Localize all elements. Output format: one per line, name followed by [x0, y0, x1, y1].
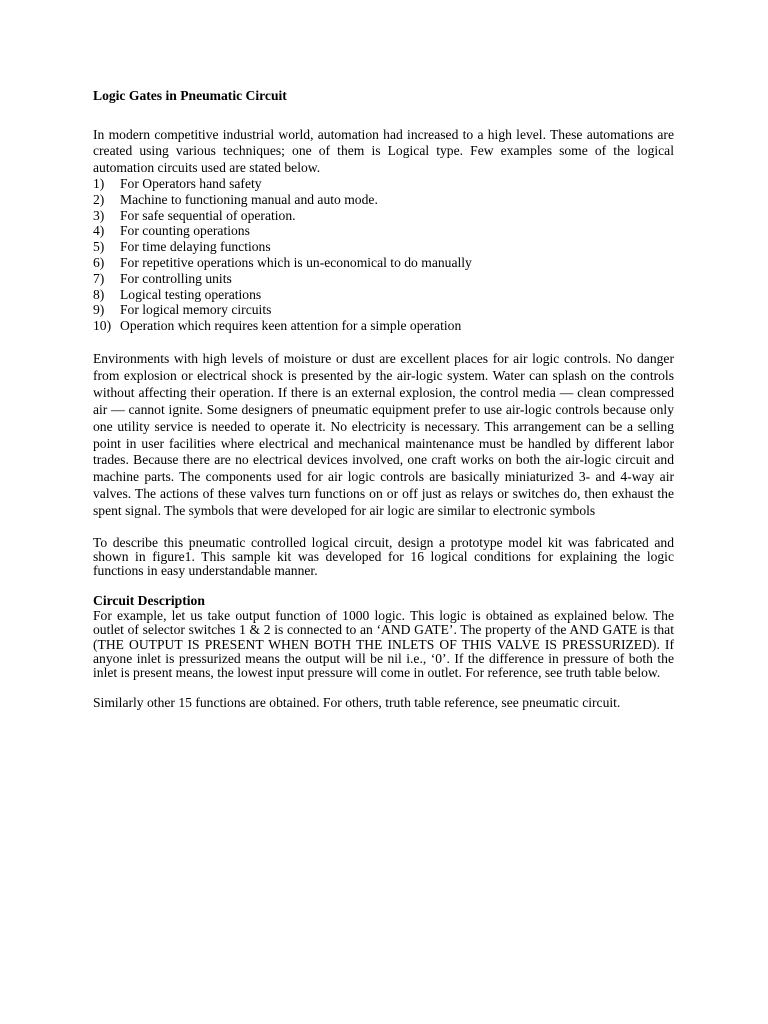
list-item	[93, 223, 674, 239]
list-item-text: Operation which requires keen attention for a simple operation	[120, 318, 462, 334]
list-item-text: Machine to functioning manual and auto mode.	[120, 191, 378, 207]
list-item-text: For logical memory circuits	[120, 302, 272, 318]
list-item	[93, 208, 674, 224]
list-item	[93, 255, 674, 271]
list-item-text: Logical testing operations	[120, 286, 262, 302]
list-item	[93, 287, 674, 303]
list-item	[93, 239, 674, 255]
list-item	[93, 176, 674, 192]
list-item-number: 5)	[93, 239, 105, 255]
document-body	[93, 88, 674, 711]
list-item-number: 9)	[93, 302, 105, 318]
list-item-text: For safe sequential of operation.	[120, 207, 296, 223]
list-item-text: For controlling units	[120, 270, 232, 286]
environments-paragraph: Environments with high levels of moisture or dust are excellent places for air logic controls. No danger from explosion or electrical shock is presented by the air-logic system. Water can splash on the controls without affecting their operation. If there is an external explosion, the control media — clean compressed air — cannot ignite. Some designers of pneumatic equipment prefer to use air-logic controls because only one utility service is needed to operate it. No electricity is necessary. This arrangement can be a selling point in user facilities where electrical and mechanical maintenance must be handled by different labor trades. Because there are no electrical devices involved, one craft works on both the air-logic circuit and machine parts. The components used for air logic controls are basically miniaturized 3- and 4-way air valves. The actions of these valves turn functions on or off just as relays or switches do, then exhaust the spent signal. The symbols that were developed for air logic are similar to electronic symbols	[93, 350, 674, 519]
list-item-text: For time delaying functions	[120, 239, 271, 255]
list-item-text: For Operators hand safety	[120, 176, 262, 191]
intro-paragraph: In modern competitive industrial world, automation had increased to a high level. These automations are created using various techniques; one of them is Logical type. Few examples some of the logical automation circuits used are stated below.	[93, 126, 674, 175]
list-item	[93, 318, 674, 334]
list-item-number: 10)	[93, 318, 112, 334]
list-item-number: 1)	[93, 176, 105, 191]
list-item-number: 7)	[93, 270, 105, 286]
applications-list	[93, 176, 674, 334]
circuit-description-heading: Circuit Description	[93, 592, 205, 608]
prototype-paragraph: To describe this pneumatic controlled logical circuit, design a prototype model kit was fabricated and shown in figure1. This sample kit was developed for 16 logical conditions for explaining the logic functions in easy understandable manner.	[93, 535, 674, 579]
list-item	[93, 192, 674, 208]
list-item-number: 6)	[93, 254, 105, 270]
similarly-paragraph: Similarly other 15 functions are obtained. For others, truth table reference, see pneumatic circuit.	[93, 695, 621, 711]
document-title: Logic Gates in Pneumatic Circuit	[93, 88, 287, 103]
list-item-number: 3)	[93, 207, 105, 223]
list-item-number: 8)	[93, 286, 105, 302]
list-item	[93, 302, 674, 318]
list-item-number: 2)	[93, 191, 105, 207]
list-item	[93, 271, 674, 287]
list-item-text: For counting operations	[120, 223, 250, 239]
circuit-description-paragraph: For example, let us take output function of 1000 logic. This logic is obtained as explained below. The outlet of selector switches 1 & 2 is connected to an ‘AND GATE’. The property of the AND GATE is that (THE OUTPUT IS PRESENT WHEN BOTH THE INLETS OF THIS VALVE IS PRESSURIZED). If anyone inlet is pressurized means the output will be nil i.e., ‘0’. If the difference in pressure of both the inlet is present means, the lowest input pressure will come in outlet. For reference, see truth table below.	[93, 608, 674, 680]
list-item-number: 4)	[93, 223, 105, 239]
list-item-text: For repetitive operations which is un-economical to do manually	[120, 254, 472, 270]
